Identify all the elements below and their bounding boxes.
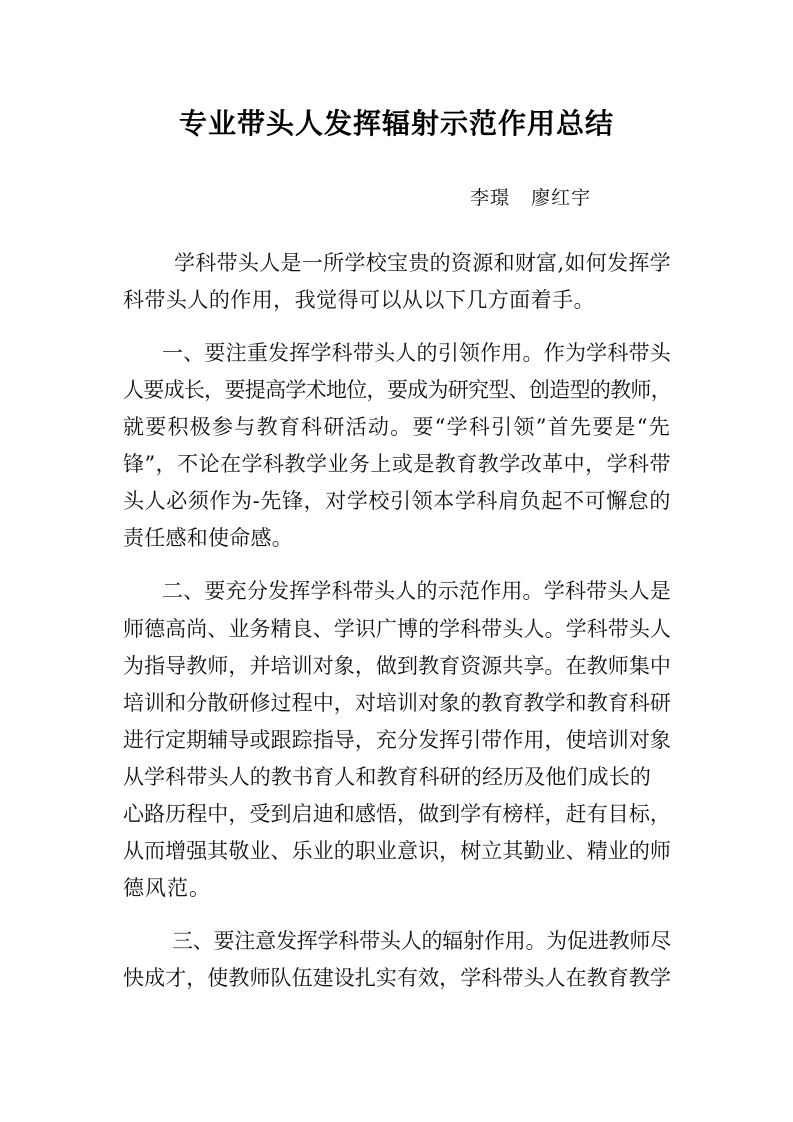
paragraph-line: 进行定期辅导或跟踪指导，充分发挥引带作用，使培训对象 bbox=[123, 728, 671, 752]
paragraph-line: 师德高尚、业务精良、学识广博的学科带头人。学科带头人 bbox=[123, 617, 671, 641]
paragraph-line: 锋”，不论在学科教学业务上或是教育教学改革中，学科带 bbox=[123, 452, 671, 476]
paragraph-line: 责任感和使命感。 bbox=[123, 526, 293, 550]
paragraph-line: 为指导教师，并培训对象，做到教育资源共享。在教师集中 bbox=[123, 654, 671, 678]
document-authors: 李璟 廖红宇 bbox=[470, 187, 592, 209]
paragraph-line: 快成才，使教师队伍建设扎实有效，学科带头人在教育教学 bbox=[123, 966, 671, 990]
paragraph-line: 一、要注重发挥学科带头人的引领作用。作为学科带头 bbox=[162, 341, 671, 365]
paragraph-line: 人要成长，要提高学术地位，要成为研究型、创造型的教师， bbox=[123, 378, 671, 402]
paragraph-line: 科带头人的作用，我觉得可以从以下几方面着手。 bbox=[123, 288, 595, 312]
paragraph-line: 德风范。 bbox=[123, 876, 211, 900]
paragraph-line: 从而增强其敬业、乐业的职业意识，树立其勤业、精业的师 bbox=[123, 839, 671, 863]
paragraph-line: 心路历程中，受到启迪和感悟，做到学有榜样，赶有目标， bbox=[123, 802, 671, 826]
paragraph-line: 培训和分散研修过程中，对培训对象的教育教学和教育科研 bbox=[123, 691, 671, 715]
document-title: 专业带头人发挥辐射示范作用总结 bbox=[178, 107, 614, 140]
paragraph-line: 学科带头人是一所学校宝贵的资源和财富,如何发挥学 bbox=[174, 251, 671, 275]
paragraph-line: 就要积极参与教育科研活动。要“学科引领”首先要是“先 bbox=[123, 415, 671, 439]
paragraph-line: 三、要注意发挥学科带头人的辐射作用。为促进教师尽 bbox=[172, 929, 671, 953]
paragraph-line: 头人必须作为-先锋，对学校引领本学科肩负起不可懈怠的 bbox=[123, 489, 671, 513]
paragraph-line: 从学科带头人的教书育人和教育科研的经历及他们成长的 bbox=[123, 765, 651, 789]
paragraph-line: 二、要充分发挥学科带头人的示范作用。学科带头人是 bbox=[162, 579, 671, 603]
